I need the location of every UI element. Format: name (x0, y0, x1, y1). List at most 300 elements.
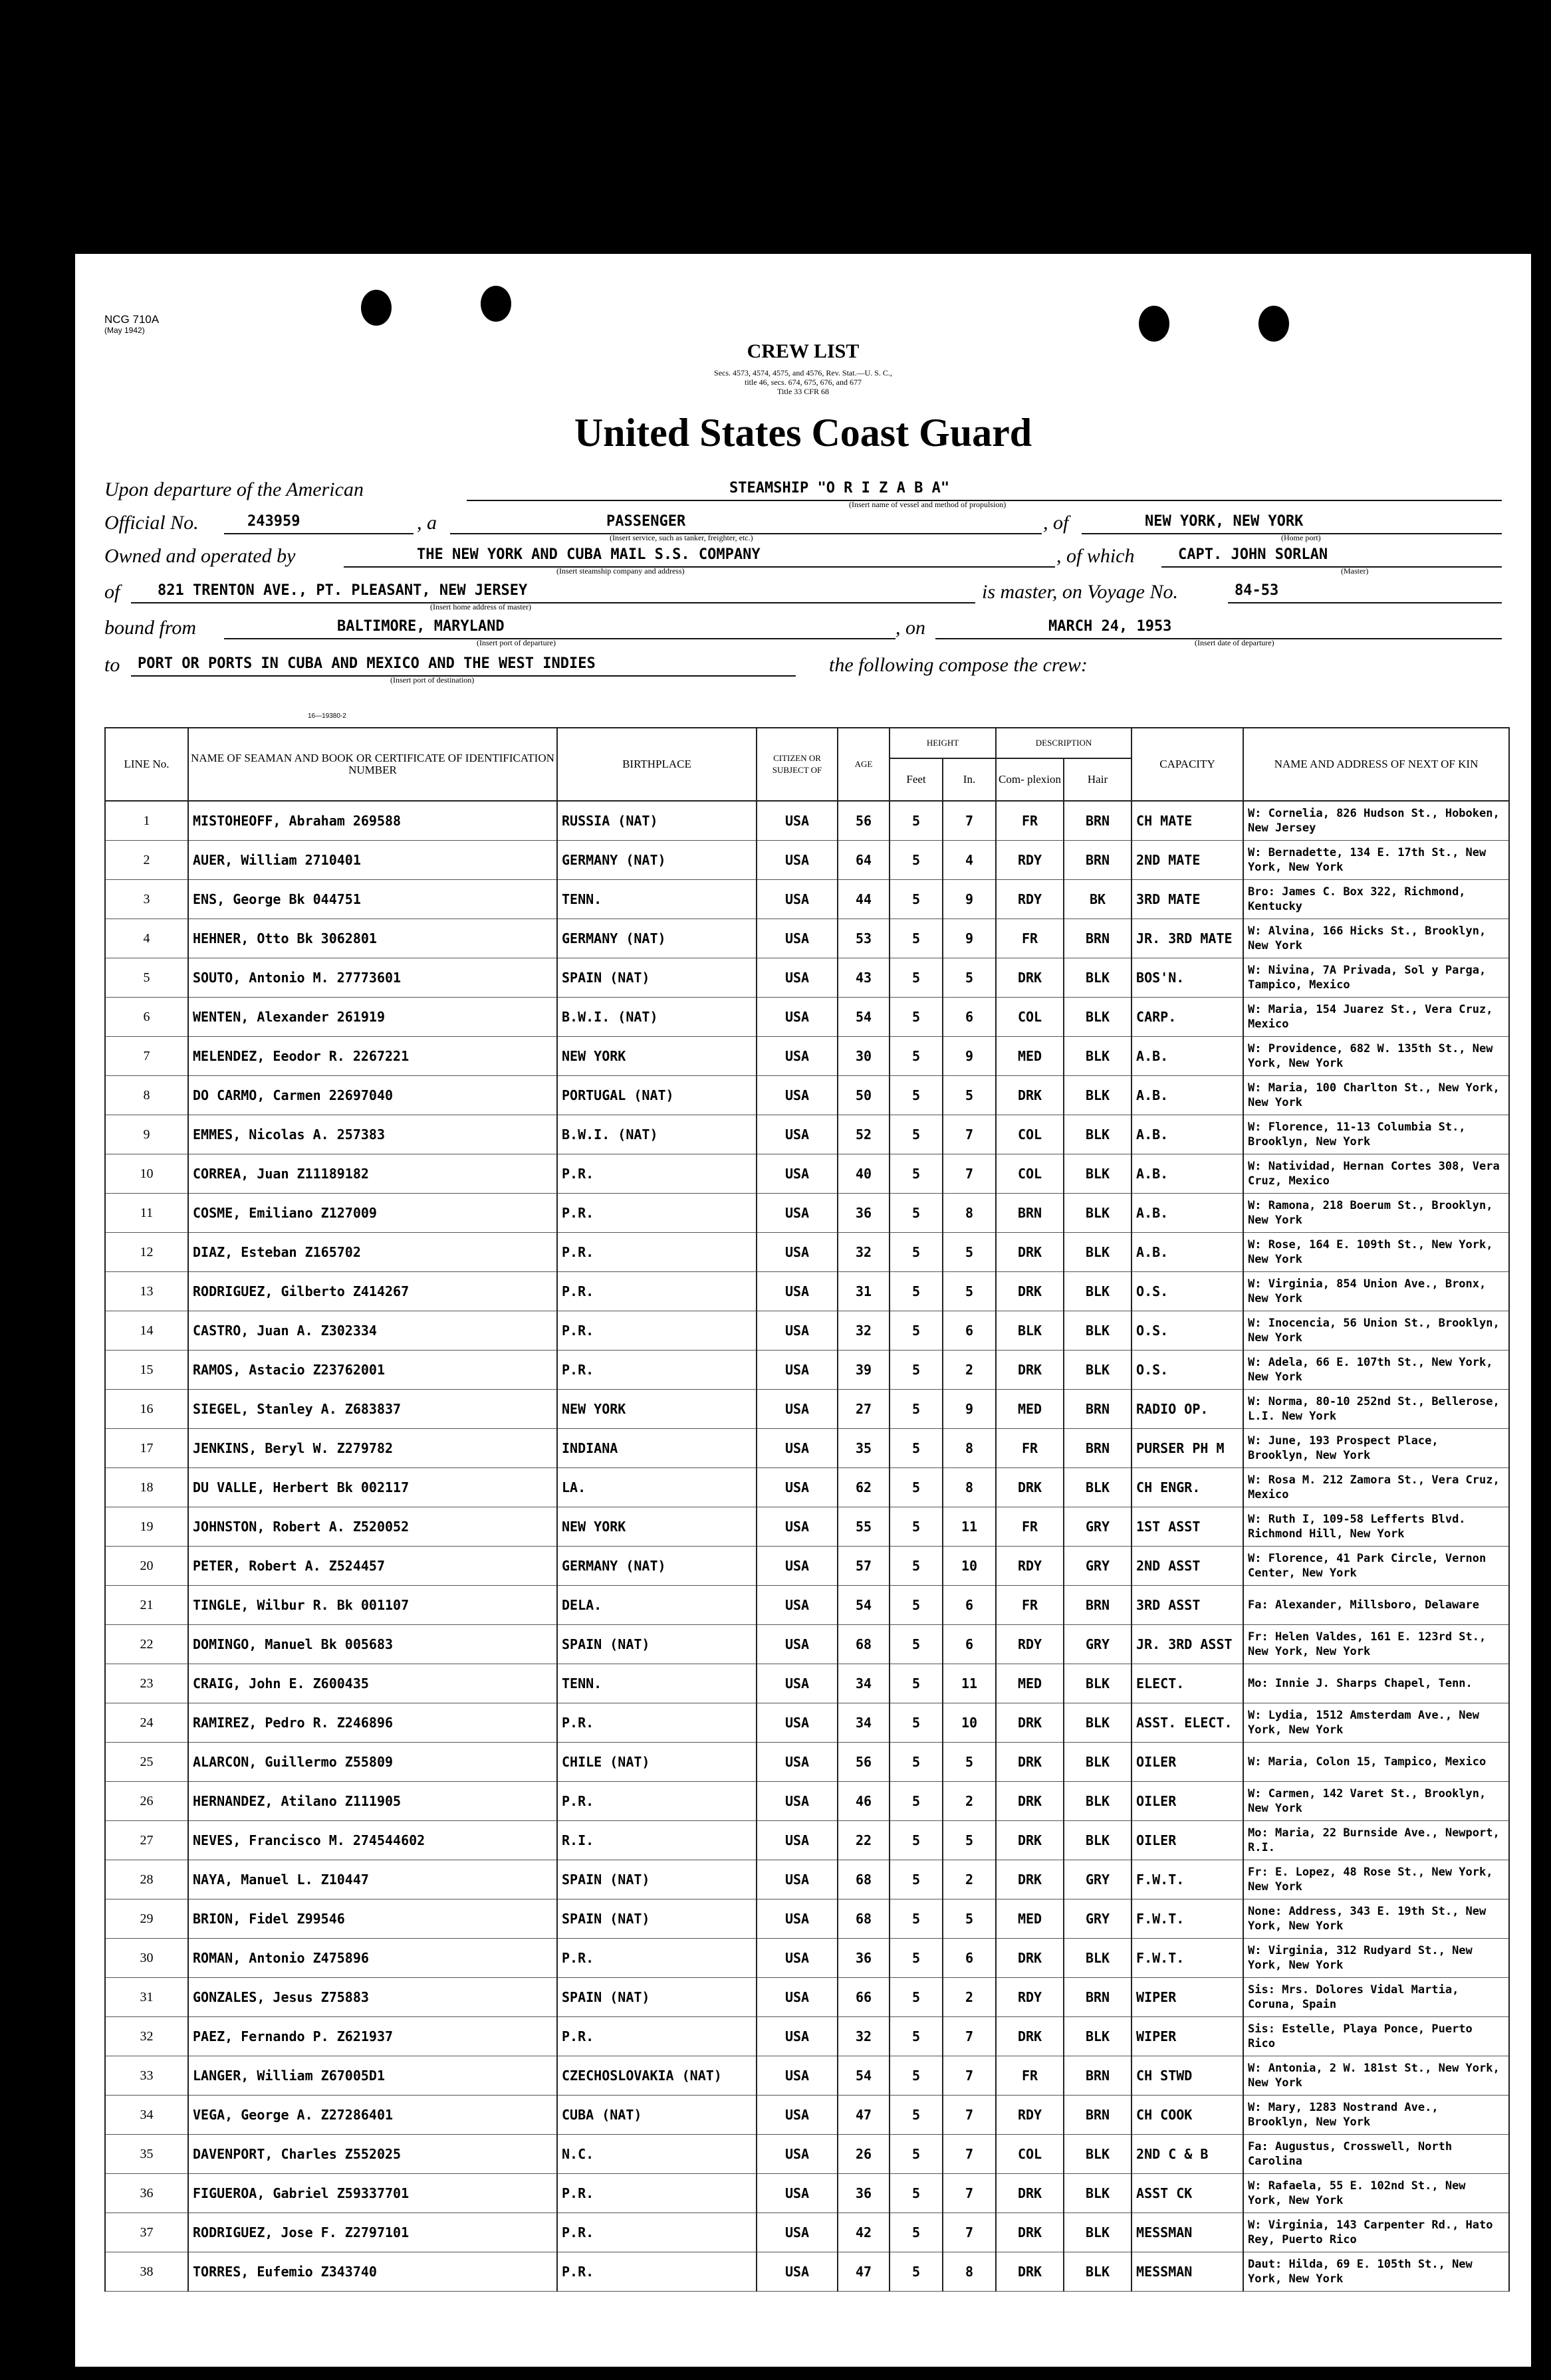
complexion: DRK (996, 958, 1064, 998)
table-row (105, 880, 1509, 919)
seaman-name: RAMIREZ, Pedro R. Z246896 (188, 1703, 557, 1743)
height-inches: 7 (943, 801, 996, 841)
complexion: COL (996, 1154, 1064, 1194)
capacity: OILER (1132, 1782, 1243, 1821)
vessel-service: PASSENGER (606, 513, 686, 530)
citizen-of: USA (757, 1351, 838, 1390)
hair: BRN (1064, 801, 1132, 841)
owner-line: Owned and operated by THE NEW YORK AND CUBA MAIL S.S. COMPANY (Insert steamship company and address) , of which CAPT. JOHN SORLAN (Master) (104, 544, 1502, 570)
hair: BRN (1064, 1978, 1132, 2017)
hair: GRY (1064, 1860, 1132, 1899)
capacity: A.B. (1132, 1037, 1243, 1076)
seaman-name: DAVENPORT, Charles Z552025 (188, 2135, 557, 2174)
next-of-kin: W: Adela, 66 E. 107th St., New York, New York (1243, 1351, 1509, 1390)
capacity: MESSMAN (1132, 2252, 1243, 2292)
age: 68 (838, 1899, 890, 1939)
table-row (105, 1194, 1509, 1233)
hair: BLK (1064, 1037, 1132, 1076)
next-of-kin: W: Lydia, 1512 Amsterdam Ave., New York, New York (1243, 1703, 1509, 1743)
capacity: BOS'N. (1132, 958, 1243, 998)
age: 50 (838, 1076, 890, 1115)
age: 35 (838, 1429, 890, 1468)
age: 42 (838, 2213, 890, 2252)
next-of-kin: W: Norma, 80-10 252nd St., Bellerose, L.I. New York (1243, 1390, 1509, 1429)
seaman-name: DIAZ, Esteban Z165702 (188, 1233, 557, 1272)
complexion: FR (996, 1429, 1064, 1468)
complexion: MED (996, 1037, 1064, 1076)
birthplace: P.R. (557, 1154, 757, 1194)
seaman-name: JOHNSTON, Robert A. Z520052 (188, 1507, 557, 1547)
hair: BRN (1064, 2056, 1132, 2096)
form-number: NCG 710A (May 1942) (104, 313, 160, 335)
height-feet: 5 (890, 2096, 943, 2135)
next-of-kin: W: Carmen, 142 Varet St., Brooklyn, New York (1243, 1782, 1509, 1821)
table-row (105, 2135, 1509, 2174)
next-of-kin: Daut: Hilda, 69 E. 105th St., New York, New York (1243, 2252, 1509, 2292)
capacity: A.B. (1132, 1115, 1243, 1154)
line-number: 7 (105, 1037, 188, 1076)
age: 62 (838, 1468, 890, 1507)
height-feet: 5 (890, 1507, 943, 1547)
next-of-kin: Fr: Helen Valdes, 161 E. 123rd St., New York, New York (1243, 1625, 1509, 1664)
hair: BLK (1064, 1782, 1132, 1821)
line-number: 36 (105, 2174, 188, 2213)
birthplace: PORTUGAL (NAT) (557, 1076, 757, 1115)
height-inches: 10 (943, 1547, 996, 1586)
height-inches: 11 (943, 1507, 996, 1547)
birthplace: P.R. (557, 1782, 757, 1821)
citizen-of: USA (757, 1272, 838, 1311)
age: 32 (838, 2017, 890, 2056)
hair: BLK (1064, 1939, 1132, 1978)
birthplace: INDIANA (557, 1429, 757, 1468)
birthplace: SPAIN (NAT) (557, 958, 757, 998)
citizen-of: USA (757, 1390, 838, 1429)
form-title: CREW LIST (747, 340, 860, 362)
capacity: WIPER (1132, 1978, 1243, 2017)
capacity: MESSMAN (1132, 2213, 1243, 2252)
seaman-name: PETER, Robert A. Z524457 (188, 1547, 557, 1586)
table-row (105, 1860, 1509, 1899)
age: 27 (838, 1390, 890, 1429)
capacity: OILER (1132, 1821, 1243, 1860)
citizen-of: USA (757, 1468, 838, 1507)
hair: BLK (1064, 1703, 1132, 1743)
age: 34 (838, 1664, 890, 1703)
hair: BRN (1064, 2096, 1132, 2135)
line-number: 5 (105, 958, 188, 998)
height-feet: 5 (890, 1194, 943, 1233)
next-of-kin: W: Bernadette, 134 E. 17th St., New York, New York (1243, 841, 1509, 880)
citizen-of: USA (757, 841, 838, 880)
height-feet: 5 (890, 1154, 943, 1194)
height-feet: 5 (890, 2135, 943, 2174)
line-number: 33 (105, 2056, 188, 2096)
table-row (105, 1743, 1509, 1782)
height-inches: 5 (943, 1821, 996, 1860)
birthplace: NEW YORK (557, 1037, 757, 1076)
birthplace: SPAIN (NAT) (557, 1978, 757, 2017)
age: 36 (838, 1939, 890, 1978)
complexion: DRK (996, 2174, 1064, 2213)
age: 46 (838, 1782, 890, 1821)
height-feet: 5 (890, 1978, 943, 2017)
birthplace: CUBA (NAT) (557, 2096, 757, 2135)
agency-title: United States Coast Guard (574, 411, 1032, 455)
col-description: DESCRIPTION (996, 728, 1132, 758)
age: 57 (838, 1547, 890, 1586)
birthplace: CZECHOSLOVAKIA (NAT) (557, 2056, 757, 2096)
age: 32 (838, 1311, 890, 1351)
hair: BLK (1064, 2213, 1132, 2252)
table-row (105, 1311, 1509, 1351)
master-address-line: of 821 TRENTON AVE., PT. PLEASANT, NEW JERSEY (Insert home address of master) is master, on Voyage No. 84-53 (104, 580, 1502, 606)
line-number: 20 (105, 1547, 188, 1586)
next-of-kin: W: Mary, 1283 Nostrand Ave., Brooklyn, New York (1243, 2096, 1509, 2135)
departure-port: BALTIMORE, MARYLAND (337, 618, 505, 635)
table-row (105, 2056, 1509, 2096)
height-inches: 7 (943, 2056, 996, 2096)
hair: BRN (1064, 1586, 1132, 1625)
seaman-name: TORRES, Eufemio Z343740 (188, 2252, 557, 2292)
punch-hole (481, 286, 511, 322)
height-feet: 5 (890, 880, 943, 919)
hair: GRY (1064, 1899, 1132, 1939)
citizen-of: USA (757, 2213, 838, 2252)
height-inches: 6 (943, 998, 996, 1037)
next-of-kin: W: Ramona, 218 Boerum St., Brooklyn, New York (1243, 1194, 1509, 1233)
birthplace: P.R. (557, 1703, 757, 1743)
line-number: 4 (105, 919, 188, 958)
height-inches: 2 (943, 1351, 996, 1390)
height-feet: 5 (890, 1743, 943, 1782)
table-row (105, 1351, 1509, 1390)
birthplace: B.W.I. (NAT) (557, 998, 757, 1037)
citizen-of: USA (757, 2252, 838, 2292)
home-port: NEW YORK, NEW YORK (1145, 513, 1304, 530)
seaman-name: CRAIG, John E. Z600435 (188, 1664, 557, 1703)
table-row (105, 958, 1509, 998)
next-of-kin: Bro: James C. Box 322, Richmond, Kentucky (1243, 880, 1509, 919)
height-feet: 5 (890, 1351, 943, 1390)
next-of-kin: W: Florence, 11-13 Columbia St., Brooklyn, New York (1243, 1115, 1509, 1154)
height-feet: 5 (890, 1311, 943, 1351)
hair: GRY (1064, 1547, 1132, 1586)
height-feet: 5 (890, 2213, 943, 2252)
seaman-name: COSME, Emiliano Z127009 (188, 1194, 557, 1233)
capacity: 3RD ASST (1132, 1586, 1243, 1625)
height-feet: 5 (890, 841, 943, 880)
next-of-kin: W: Alvina, 166 Hicks St., Brooklyn, New York (1243, 919, 1509, 958)
next-of-kin: W: Ruth I, 109-58 Lefferts Blvd. Richmond Hill, New York (1243, 1507, 1509, 1547)
hair: BLK (1064, 2135, 1132, 2174)
birthplace: RUSSIA (NAT) (557, 801, 757, 841)
next-of-kin: W: Nivina, 7A Privada, Sol y Parga, Tampico, Mexico (1243, 958, 1509, 998)
capacity: OILER (1132, 1743, 1243, 1782)
next-of-kin: W: Inocencia, 56 Union St., Brooklyn, New York (1243, 1311, 1509, 1351)
height-inches: 5 (943, 1076, 996, 1115)
age: 43 (838, 958, 890, 998)
table-row (105, 841, 1509, 880)
birthplace: SPAIN (NAT) (557, 1860, 757, 1899)
birthplace: P.R. (557, 1272, 757, 1311)
height-inches: 5 (943, 958, 996, 998)
departure-date: MARCH 24, 1953 (1048, 618, 1172, 635)
seaman-name: SOUTO, Antonio M. 27773601 (188, 958, 557, 998)
height-inches: 2 (943, 1978, 996, 2017)
capacity: ASST. ELECT. (1132, 1703, 1243, 1743)
next-of-kin: W: June, 193 Prospect Place, Brooklyn, New York (1243, 1429, 1509, 1468)
height-feet: 5 (890, 998, 943, 1037)
birthplace: P.R. (557, 2174, 757, 2213)
table-row (105, 1899, 1509, 1939)
next-of-kin: Sis: Mrs. Dolores Vidal Martia, Coruna, Spain (1243, 1978, 1509, 2017)
citizen-of: USA (757, 1507, 838, 1547)
citizen-of: USA (757, 1821, 838, 1860)
complexion: COL (996, 2135, 1064, 2174)
height-inches: 7 (943, 2017, 996, 2056)
complexion: RDY (996, 1547, 1064, 1586)
age: 52 (838, 1115, 890, 1154)
table-row (105, 2213, 1509, 2252)
age: 36 (838, 2174, 890, 2213)
line-number: 2 (105, 841, 188, 880)
height-inches: 7 (943, 2096, 996, 2135)
capacity: 3RD MATE (1132, 880, 1243, 919)
complexion: MED (996, 1899, 1064, 1939)
height-inches: 5 (943, 1743, 996, 1782)
height-inches: 7 (943, 1115, 996, 1154)
line-number: 17 (105, 1429, 188, 1468)
age: 56 (838, 801, 890, 841)
line-number: 19 (105, 1507, 188, 1547)
height-feet: 5 (890, 1115, 943, 1154)
line-number: 23 (105, 1664, 188, 1703)
table-row (105, 919, 1509, 958)
birthplace: SPAIN (NAT) (557, 1625, 757, 1664)
hair: BLK (1064, 1468, 1132, 1507)
col-birthplace: BIRTHPLACE (557, 728, 757, 801)
height-inches: 5 (943, 1272, 996, 1311)
height-inches: 7 (943, 1154, 996, 1194)
col-next-of-kin: NAME AND ADDRESS OF NEXT OF KIN (1243, 728, 1509, 801)
line-number: 8 (105, 1076, 188, 1115)
statute-reference: Secs. 4573, 4574, 4575, and 4576, Rev. Stat.—U. S. C., title 46, secs. 674, 675, 676, and 677 Title 33 CFR 68 (714, 368, 892, 396)
crew-list-page (75, 254, 1531, 2367)
next-of-kin: Fa: Alexander, Millsboro, Delaware (1243, 1586, 1509, 1625)
complexion: RDY (996, 1625, 1064, 1664)
hair: BLK (1064, 1821, 1132, 1860)
birthplace: GERMANY (NAT) (557, 919, 757, 958)
citizen-of: USA (757, 2017, 838, 2056)
complexion: DRK (996, 1272, 1064, 1311)
seaman-name: AUER, William 2710401 (188, 841, 557, 880)
height-feet: 5 (890, 1076, 943, 1115)
citizen-of: USA (757, 1899, 838, 1939)
seaman-name: HEHNER, Otto Bk 3062801 (188, 919, 557, 958)
table-row (105, 1154, 1509, 1194)
capacity: O.S. (1132, 1351, 1243, 1390)
complexion: BRN (996, 1194, 1064, 1233)
citizen-of: USA (757, 1076, 838, 1115)
col-capacity: CAPACITY (1132, 728, 1243, 801)
line-number: 14 (105, 1311, 188, 1351)
capacity: F.W.T. (1132, 1860, 1243, 1899)
citizen-of: USA (757, 1978, 838, 2017)
table-row (105, 1272, 1509, 1311)
next-of-kin: W: Florence, 41 Park Circle, Vernon Center, New York (1243, 1547, 1509, 1586)
height-inches: 5 (943, 1899, 996, 1939)
hair: BRN (1064, 1429, 1132, 1468)
complexion: DRK (996, 1860, 1064, 1899)
next-of-kin: W: Antonia, 2 W. 181st St., New York, New York (1243, 2056, 1509, 2096)
age: 34 (838, 1703, 890, 1743)
capacity: ASST CK (1132, 2174, 1243, 2213)
line-number: 22 (105, 1625, 188, 1664)
capacity: CH STWD (1132, 2056, 1243, 2096)
citizen-of: USA (757, 1429, 838, 1468)
complexion: DRK (996, 1703, 1064, 1743)
table-row (105, 1664, 1509, 1703)
hair: BLK (1064, 1233, 1132, 1272)
complexion: DRK (996, 1743, 1064, 1782)
complexion: DRK (996, 2252, 1064, 2292)
next-of-kin: Fr: E. Lopez, 48 Rose St., New York, New York (1243, 1860, 1509, 1899)
citizen-of: USA (757, 1037, 838, 1076)
capacity: PURSER PH M (1132, 1429, 1243, 1468)
complexion: FR (996, 801, 1064, 841)
height-feet: 5 (890, 1468, 943, 1507)
birthplace: DELA. (557, 1586, 757, 1625)
table-row (105, 1821, 1509, 1860)
col-complexion: Com- plexion (996, 758, 1064, 801)
age: 54 (838, 998, 890, 1037)
hair: BK (1064, 880, 1132, 919)
age: 68 (838, 1860, 890, 1899)
height-inches: 8 (943, 2252, 996, 2292)
height-feet: 5 (890, 1899, 943, 1939)
voyage-number: 84-53 (1235, 582, 1279, 599)
birthplace: TENN. (557, 1664, 757, 1703)
next-of-kin: W: Providence, 682 W. 135th St., New York, New York (1243, 1037, 1509, 1076)
col-feet: Feet (890, 758, 943, 801)
line-number: 26 (105, 1782, 188, 1821)
height-inches: 2 (943, 1782, 996, 1821)
col-line-no: LINE No. (105, 728, 188, 801)
capacity: CH COOK (1132, 2096, 1243, 2135)
age: 53 (838, 919, 890, 958)
line-number: 28 (105, 1860, 188, 1899)
citizen-of: USA (757, 801, 838, 841)
line-number: 16 (105, 1390, 188, 1429)
hair: BLK (1064, 2174, 1132, 2213)
age: 66 (838, 1978, 890, 2017)
table-row (105, 1625, 1509, 1664)
seaman-name: PAEZ, Fernando P. Z621937 (188, 2017, 557, 2056)
table-row (105, 1978, 1509, 2017)
table-row (105, 1429, 1509, 1468)
height-feet: 5 (890, 1939, 943, 1978)
citizen-of: USA (757, 2056, 838, 2096)
seaman-name: RAMOS, Astacio Z23762001 (188, 1351, 557, 1390)
seaman-name: WENTEN, Alexander 261919 (188, 998, 557, 1037)
age: 30 (838, 1037, 890, 1076)
height-feet: 5 (890, 919, 943, 958)
seaman-name: MISTOHEOFF, Abraham 269588 (188, 801, 557, 841)
citizen-of: USA (757, 998, 838, 1037)
birthplace: GERMANY (NAT) (557, 1547, 757, 1586)
height-feet: 5 (890, 2174, 943, 2213)
table-row (105, 1390, 1509, 1429)
bound-from-line: bound from BALTIMORE, MARYLAND (Insert port of departure) , on MARCH 24, 1953 (Insert date of departure) (104, 615, 1502, 642)
birthplace: P.R. (557, 1351, 757, 1390)
capacity: CARP. (1132, 998, 1243, 1037)
complexion: FR (996, 1586, 1064, 1625)
birthplace: TENN. (557, 880, 757, 919)
capacity: JR. 3RD ASST (1132, 1625, 1243, 1664)
age: 40 (838, 1154, 890, 1194)
table-row (105, 1586, 1509, 1625)
height-inches: 11 (943, 1664, 996, 1703)
line-number: 9 (105, 1115, 188, 1154)
seaman-name: BRION, Fidel Z99546 (188, 1899, 557, 1939)
table-row (105, 1115, 1509, 1154)
height-inches: 6 (943, 1939, 996, 1978)
capacity: RADIO OP. (1132, 1390, 1243, 1429)
hair: GRY (1064, 1625, 1132, 1664)
hair: BRN (1064, 919, 1132, 958)
birthplace: B.W.I. (NAT) (557, 1115, 757, 1154)
next-of-kin: W: Maria, Colon 15, Tampico, Mexico (1243, 1743, 1509, 1782)
table-row (105, 2017, 1509, 2056)
line-number: 13 (105, 1272, 188, 1311)
line-number: 3 (105, 880, 188, 919)
complexion: DRK (996, 1233, 1064, 1272)
next-of-kin: Sis: Estelle, Playa Ponce, Puerto Rico (1243, 2017, 1509, 2056)
complexion: MED (996, 1664, 1064, 1703)
citizen-of: USA (757, 1664, 838, 1703)
hair: BLK (1064, 1076, 1132, 1115)
capacity: A.B. (1132, 1154, 1243, 1194)
col-age: AGE (838, 728, 890, 801)
next-of-kin: W: Rosa M. 212 Zamora St., Vera Cruz, Mexico (1243, 1468, 1509, 1507)
seaman-name: SIEGEL, Stanley A. Z683837 (188, 1390, 557, 1429)
line-number: 31 (105, 1978, 188, 2017)
citizen-of: USA (757, 919, 838, 958)
complexion: FR (996, 1507, 1064, 1547)
crew-rows (105, 801, 1509, 2292)
height-feet: 5 (890, 801, 943, 841)
punch-hole (1258, 306, 1289, 342)
complexion: DRK (996, 1939, 1064, 1978)
citizen-of: USA (757, 1233, 838, 1272)
destination-ports: PORT OR PORTS IN CUBA AND MEXICO AND THE WEST INDIES (138, 655, 596, 672)
citizen-of: USA (757, 1194, 838, 1233)
hair: BLK (1064, 2017, 1132, 2056)
citizen-of: USA (757, 1586, 838, 1625)
height-inches: 7 (943, 2213, 996, 2252)
next-of-kin: Mo: Maria, 22 Burnside Ave., Newport, R.I. (1243, 1821, 1509, 1860)
col-citizen: CITIZEN OR SUBJECT OF (757, 728, 838, 801)
seaman-name: EMMES, Nicolas A. 257383 (188, 1115, 557, 1154)
height-inches: 5 (943, 1233, 996, 1272)
crew-table (104, 727, 1510, 2292)
table-row (105, 2252, 1509, 2292)
table-row (105, 1037, 1509, 1076)
col-name: NAME OF SEAMAN AND BOOK OR CERTIFICATE OF IDENTIFICATION NUMBER (188, 728, 557, 801)
line-number: 10 (105, 1154, 188, 1194)
height-inches: 4 (943, 841, 996, 880)
